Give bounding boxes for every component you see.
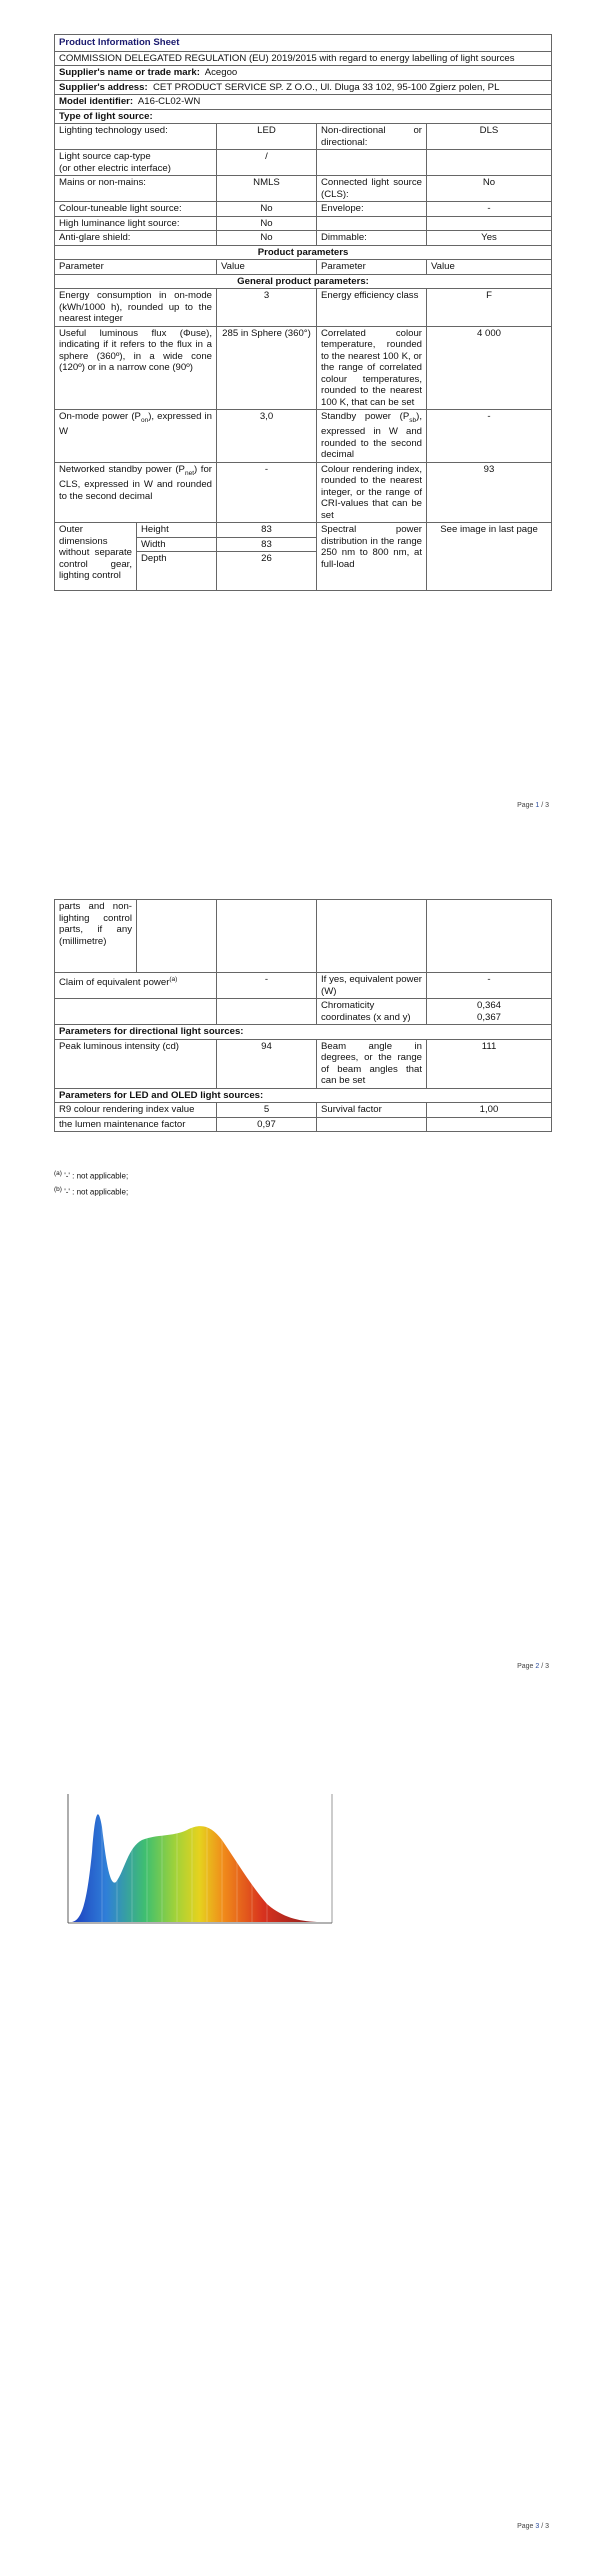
product-parameters-heading: Product parameters [55,245,552,260]
page-number: Page 2 / 3 [517,1663,549,1670]
footnotes [54,1167,128,1198]
table-row: Outer dimensions without separate control gear, lighting control Height 83 Spectral power distribution in the range 250 nm to 800 nm, at full-load See image in last page [55,523,552,538]
led-heading: Parameters for LED and OLED light sources: [55,1088,552,1103]
page-number: Page 1 / 3 [517,802,549,809]
table-row: Energy consumption in on-mode (kWh/1000 h), rounded up to the nearest integer 3 Energy efficiency class F [55,289,552,327]
table-row: Anti-glare shield: No Dimmable: Yes [55,231,552,246]
table-row: Width 83 [55,537,552,552]
footnote: $^{(a)}$ '-' : not applicable; [54,1170,129,1181]
table-row: Depth 26 [55,552,552,591]
table-row: Peak luminous intensity (cd) 94 Beam angle in degrees, or the range of beam angles that can be set 111 [55,1039,552,1088]
product-info-table [54,34,552,591]
table-row: On-mode power $(P_{on})$, expressed in W 3,0 Standby power $(P_{sb})$, expressed in W and rounded to the second decimal - [55,410,552,463]
table-row: Lighting technology used: LED Non-directional or directional: DLS [55,124,552,150]
table-row: Mains or non-mains: NMLS Connected light source (CLS): No [55,176,552,202]
table-row: Colour-tuneable light source: No Envelope: - [55,202,552,217]
table-row: the lumen maintenance factor 0,97 [55,1117,552,1132]
general-heading: General product parameters: [55,274,552,289]
spectral-power-distribution-image [62,1792,336,1928]
page-number: Page 3 / 3 [517,2523,549,2530]
table-row: R9 colour rendering index value 5 Survival factor 1,00 [55,1103,552,1118]
page-title: Product Information Sheet [55,35,552,52]
table-row: Chromaticity coordinates (x and y) 0,364 0,367 [55,999,552,1025]
spectrum-area [72,1814,317,1922]
regulation-text: COMMISSION DELEGATED REGULATION (EU) 2019/2015 with regard to energy labelling of light sources [55,51,552,66]
column-headers: Parameter Value Parameter Value [55,260,552,275]
table-row: Networked standby power $(P_{net})$ for CLS, expressed in W and rounded to the second decimal - Colour rendering index, rounded to the nearest integer, or the range of CRI-values that can be set 93 [55,462,552,523]
table-row: Claim of equivalent power$^{(a)}$ - If yes, equivalent power (W) - [55,973,552,999]
model-identifier-row: Model identifier: A16-CL02-WN [55,95,552,110]
directional-heading: Parameters for directional light sources: [55,1025,552,1040]
table-row: Useful luminous flux (Φuse), indicating if it refers to the flux in a sphere (360º), in a wide cone (120º) or in a narrow cone (90º) 285 in Sphere (360°) Correlated colour temperature, rounded to the nearest 100 K, or the range of correlated colour temperatures, rounded to the nearest 100 K, that can be set 4 000 [55,326,552,410]
supplier-name-row: Supplier's name or trade mark: Acegoo [55,66,552,81]
table-row: Light source cap-type (or other electric interface) / [55,150,552,176]
type-heading: Type of light source: [55,109,552,124]
page-1 [0,0,603,823]
page-3 [0,1765,603,2560]
product-info-table-continued [54,899,552,1132]
table-row: parts and non-lighting control parts, if any (millimetre) [55,900,552,973]
footnote: $^{(b)}$ '-' : not applicable; [54,1185,129,1197]
supplier-address-row: Supplier's address: CET PRODUCT SERVICE SP. Z O.O., Ul. Dluga 33 102, 95-100 Zgierz polen, PL [55,80,552,95]
table-row: High luminance light source: No [55,216,552,231]
page-2 [0,885,603,1705]
